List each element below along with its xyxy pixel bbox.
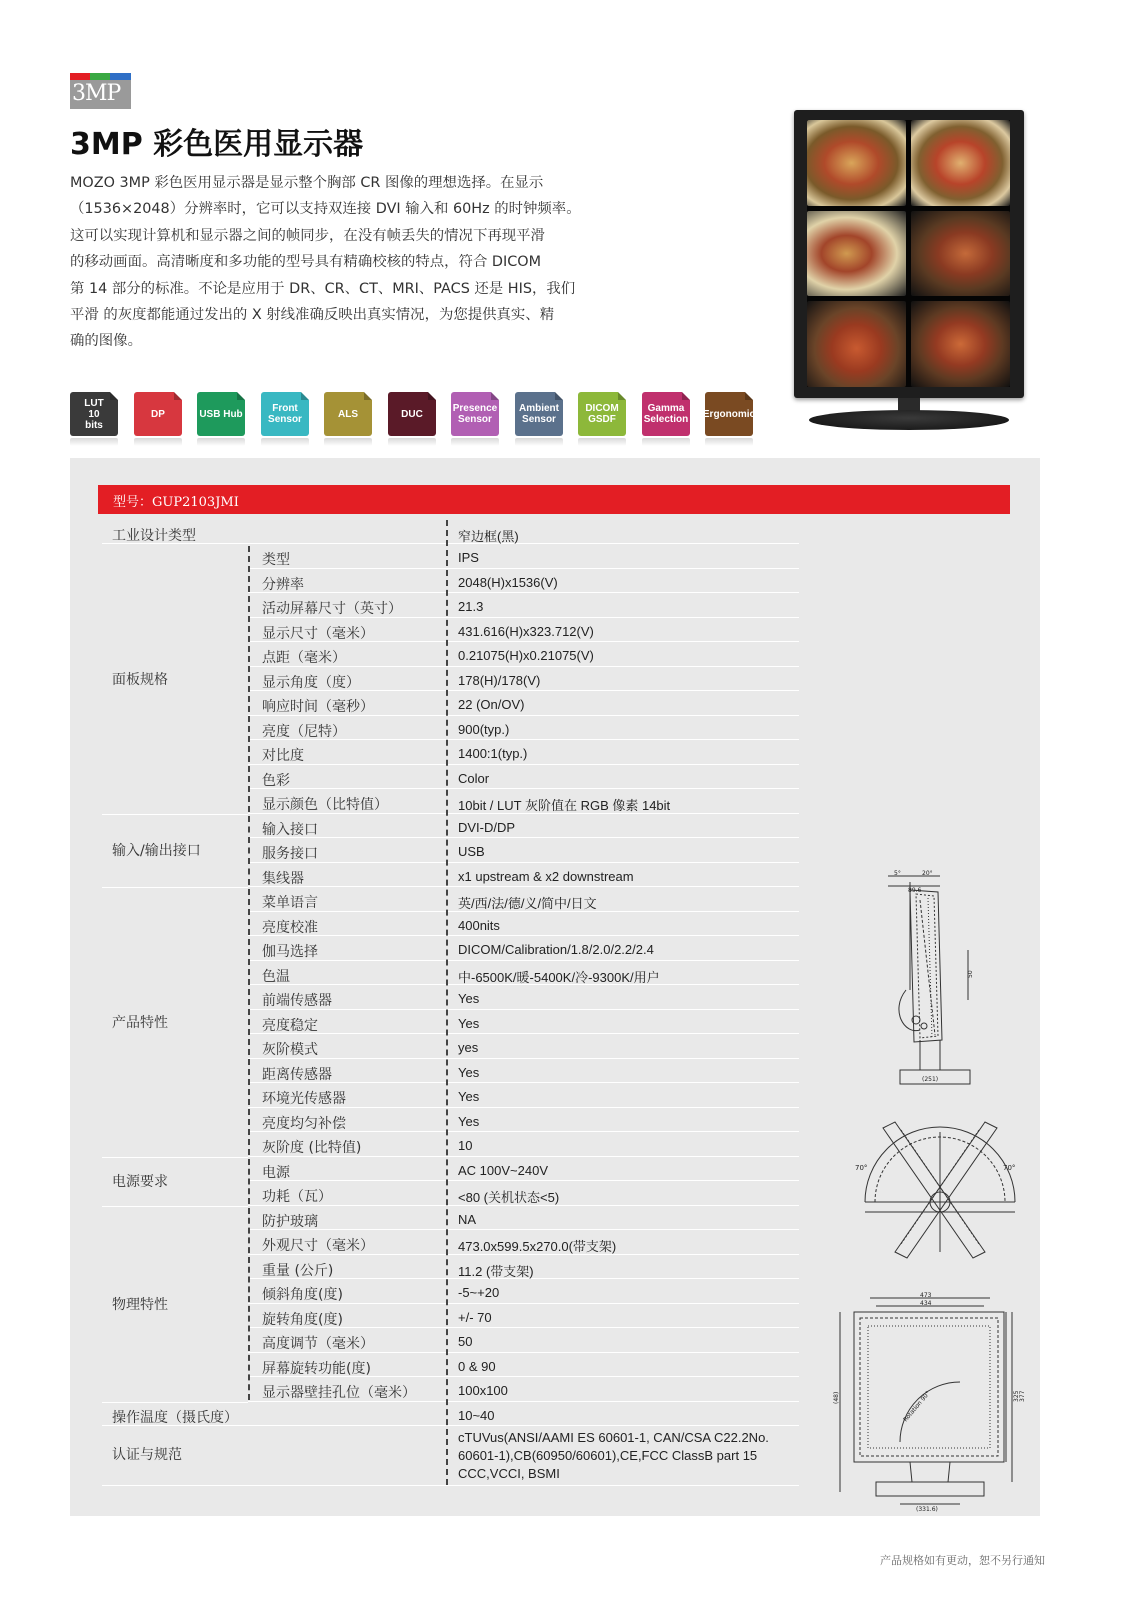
spec-row — [102, 1402, 799, 1427]
spec-value: 10 — [458, 1138, 473, 1153]
drawing-label: 325 — [1013, 1390, 1020, 1402]
intro-line: 确的图像。 — [70, 333, 142, 350]
row-divider — [102, 520, 799, 544]
side-view-drawing — [880, 870, 990, 1090]
spec-parameter: 重量 (公斤) — [262, 1262, 334, 1279]
spec-value: CCC,VCCI, BSMI — [458, 1466, 560, 1481]
group-divider-line — [248, 1159, 250, 1204]
drawing-label: 70° — [855, 1164, 868, 1172]
spec-value: USB — [458, 844, 485, 859]
badge-stripe-green — [90, 73, 110, 80]
spec-value: x1 upstream & x2 downstream — [458, 868, 634, 884]
feature-icon — [702, 392, 756, 436]
feature-icon-label: DICOM GSDF — [585, 403, 619, 425]
model-prefix: 型号： — [113, 495, 153, 510]
feature-icon-label: LUT 10 bits — [84, 397, 104, 431]
spec-parameter: 倾斜角度(度) — [262, 1287, 343, 1303]
spec-value: NA — [458, 1211, 477, 1227]
spec-value: 1400:1(typ.) — [458, 746, 528, 761]
spec-value: yes — [458, 1040, 479, 1055]
spec-group — [102, 1157, 248, 1207]
spec-group — [102, 814, 248, 889]
spec-value: 400nits — [458, 917, 500, 933]
spec-parameter: 高度调节（毫米） — [262, 1336, 374, 1352]
badge-text: 3MP — [72, 81, 121, 106]
drawing-label: 20° — [922, 870, 933, 877]
spec-parameter: 灰阶度 (比特值) — [262, 1140, 362, 1156]
ct-scan-image — [911, 120, 1010, 206]
feature-icons — [70, 392, 770, 452]
spec-value: 473.0x599.5x270.0(带支架) — [458, 1239, 617, 1254]
front-view-drawing — [833, 1292, 1026, 1513]
page-title: 3MP 彩色医用显示器 — [70, 127, 364, 162]
value-divider-line — [446, 520, 448, 1485]
monitor-bezel — [794, 110, 1024, 398]
drawing-label: 434 — [920, 1300, 932, 1307]
spec-value: Yes — [458, 1064, 480, 1080]
ct-scan-image — [911, 301, 1010, 387]
spec-value: 10bit / LUT 灰阶值在 RGB 像素 14bit — [458, 798, 671, 813]
corner-fold — [491, 392, 499, 400]
3mp-badge — [70, 73, 131, 109]
model-code: GUP2103JMI — [152, 495, 239, 510]
spec-value: 178(H)/178(V) — [458, 672, 541, 688]
drawing-label: Rotation 90° — [902, 1389, 932, 1424]
feature-icon — [324, 392, 372, 436]
group-divider-line — [248, 889, 250, 1155]
feature-icon — [388, 392, 436, 436]
spec-value: 0.21075(H)x0.21075(V) — [458, 648, 594, 663]
corner-fold — [364, 392, 372, 400]
feature-icon-label: Gamma Selection — [643, 403, 689, 425]
spec-parameter: 电源 — [262, 1164, 290, 1181]
drawing-label: 89.6 — [908, 887, 922, 894]
spec-parameter: 屏幕旋转功能(度) — [262, 1360, 371, 1377]
spec-value: 60601-1),CB(60950/60601),CE,FCC ClassB part 15 — [458, 1448, 758, 1463]
spec-value: <80 (关机状态<5) — [458, 1190, 560, 1205]
spec-parameter: 亮度稳定 — [262, 1017, 318, 1034]
spec-parameter: 距离传感器 — [262, 1066, 332, 1083]
intro-paragraph — [70, 170, 640, 355]
spec-value: 中-6500K/暖-5400K/冷-9300K/用户 — [458, 969, 660, 985]
spec-parameter: 显示器壁挂孔位（毫米） — [262, 1385, 416, 1401]
intro-line: 的移动画面。高清晰度和多功能的型号具有精确校核的特点，符合 DICOM — [70, 254, 542, 271]
feature-icon-label: ALS — [338, 408, 358, 420]
ct-scan-image — [807, 301, 906, 387]
spec-value: 0 & 90 — [458, 1358, 496, 1374]
spec-value: 21.3 — [458, 599, 484, 614]
ct-scan-image — [807, 120, 906, 206]
spec-parameter: 输入接口 — [262, 821, 318, 838]
intro-line: 平滑 的灰度都能通过发出的 X 射线准确反映出真实情况，为您提供真实、精 — [70, 307, 555, 324]
spec-parameter: 集线器 — [262, 870, 304, 887]
spec-parameter: 分辨率 — [262, 576, 304, 593]
feature-icon-label: DUC — [401, 408, 423, 420]
model-label — [113, 491, 239, 510]
row-divider — [248, 814, 799, 839]
spec-value: +/- 70 — [458, 1309, 492, 1325]
spec-category: 电源要求 — [112, 1174, 168, 1190]
spec-parameter: 菜单语言 — [262, 895, 318, 911]
ct-scan-image — [911, 211, 1010, 297]
row-divider — [248, 912, 799, 937]
spec-parameter: 点距（毫米） — [262, 650, 346, 666]
spec-parameter: 显示尺寸（毫米） — [262, 625, 374, 642]
spec-category: 输入/输出接口 — [112, 843, 201, 860]
feature-icon — [578, 392, 626, 436]
spec-parameter: 色温 — [262, 968, 290, 985]
spec-value: Color — [458, 770, 490, 786]
group-divider-line — [248, 816, 250, 886]
spec-value: 11.2 (带支架) — [458, 1263, 534, 1279]
feature-icon-label: Ergonomic — [702, 408, 756, 420]
spec-value: Yes — [458, 1089, 480, 1104]
feature-icon-label: DP — [151, 408, 165, 420]
feature-icon — [515, 392, 563, 436]
spec-parameter: 前端传感器 — [262, 993, 332, 1009]
monitor-product-image — [794, 110, 1024, 440]
badge-stripe-red — [70, 73, 90, 80]
footer-note: 产品规格如有更动，恕不另行通知 — [880, 1554, 1045, 1567]
corner-fold — [237, 392, 245, 400]
intro-line: MOZO 3MP 彩色医用显示器是显示整个胸部 CR 图像的理想选择。在显示 — [70, 175, 544, 191]
spec-row — [102, 520, 799, 544]
drawing-label: 5° — [894, 870, 901, 877]
spec-value: 100x100 — [458, 1383, 508, 1398]
spec-parameter: 亮度校准 — [262, 919, 318, 936]
spec-value: Yes — [458, 1015, 480, 1031]
intro-line: 这可以实现计算机和显示器之间的帧同步，在没有帧丢失的情况下再现平滑 — [70, 227, 545, 244]
feature-icon-label: Front Sensor — [268, 403, 302, 425]
spec-parameter: 类型 — [262, 552, 290, 568]
spec-parameter: 色彩 — [262, 772, 290, 789]
corner-fold — [110, 392, 118, 400]
spec-value: IPS — [458, 550, 479, 565]
feature-icon — [197, 392, 245, 436]
spec-row — [102, 1426, 799, 1486]
feature-icon-label: Ambient Sensor — [519, 403, 559, 425]
spec-parameter: 活动屏幕尺寸（英寸） — [262, 601, 402, 617]
monitor-stand — [809, 410, 1009, 430]
spec-group — [102, 1206, 248, 1403]
spec-value: AC 100V~240V — [458, 1162, 548, 1178]
feature-icon — [70, 392, 118, 436]
spec-category: 工业设计类型 — [112, 528, 196, 544]
spec-parameter: 响应时间（毫秒） — [262, 699, 374, 715]
drawing-label: (48) — [833, 1391, 840, 1404]
feature-icon — [134, 392, 182, 436]
spec-group — [102, 544, 248, 815]
spec-parameter: 亮度（尼特） — [262, 723, 346, 740]
spec-parameter: 伽马选择 — [262, 944, 318, 960]
monitor-screen — [807, 120, 1010, 387]
spec-value: DVI-D/DP — [458, 819, 516, 835]
drawing-label: 50 — [967, 970, 974, 978]
spec-parameter: 功耗（瓦） — [262, 1189, 332, 1205]
spec-parameter: 防护玻璃 — [262, 1213, 318, 1230]
spec-value: 50 — [458, 1334, 473, 1349]
corner-fold — [682, 392, 690, 400]
row-divider — [248, 544, 799, 569]
spec-parameter: 旋转角度(度) — [262, 1311, 343, 1328]
spec-parameter: 显示颜色（比特值） — [262, 797, 388, 813]
spec-parameter: 亮度均匀补偿 — [262, 1115, 346, 1132]
intro-line: 第 14 部分的标准。不论是应用于 DR、CR、CT、MRI、PACS 还是 HIS，我们 — [70, 280, 576, 297]
badge-stripe-blue — [110, 73, 131, 80]
intro-line: （1536×2048）分辨率时，它可以支持双连接 DVI 输入和 60Hz 的时钟频率。 — [70, 201, 581, 218]
spec-value: 431.616(H)x323.712(V) — [458, 623, 594, 639]
spec-value: 2048(H)x1536(V) — [458, 574, 558, 590]
feature-icon-label: USB Hub — [199, 408, 243, 420]
feature-icon — [451, 392, 499, 436]
spec-category: 操作温度（摄氏度） — [112, 1409, 238, 1426]
spec-parameter: 环境光传感器 — [262, 1091, 346, 1107]
spec-parameter: 服务接口 — [262, 846, 318, 862]
spec-value: 窄边框(黑) — [458, 529, 519, 544]
group-divider-line — [248, 546, 250, 812]
ct-scan-image — [807, 211, 906, 297]
spec-value: -5~+20 — [458, 1285, 500, 1300]
corner-fold — [745, 392, 753, 400]
spec-value: Yes — [458, 991, 480, 1006]
corner-fold — [301, 392, 309, 400]
group-divider-line — [248, 1208, 250, 1400]
corner-fold — [555, 392, 563, 400]
row-divider — [248, 1034, 799, 1059]
drawing-label: 377 — [1019, 1390, 1026, 1402]
row-divider — [248, 765, 799, 790]
drawing-label: (331.6) — [916, 1506, 938, 1513]
spec-category: 面板规格 — [112, 671, 168, 688]
spec-group — [102, 887, 248, 1158]
spec-value: 10~40 — [458, 1407, 495, 1423]
corner-fold — [618, 392, 626, 400]
spec-value: DICOM/Calibration/1.8/2.0/2.2/2.4 — [458, 942, 654, 957]
spec-parameter: 对比度 — [262, 748, 304, 764]
row-divider — [248, 1010, 799, 1035]
drawing-label: 473 — [920, 1292, 932, 1299]
spec-value: Yes — [458, 1113, 480, 1129]
feature-icon — [642, 392, 690, 436]
drawing-label: 70° — [1003, 1164, 1016, 1172]
spec-category: 认证与规范 — [112, 1447, 182, 1463]
corner-fold — [174, 392, 182, 400]
row-divider — [248, 838, 799, 863]
corner-fold — [428, 392, 436, 400]
spec-parameter: 外观尺寸（毫米） — [262, 1238, 374, 1254]
spec-value: 英/西/法/德/义/简中/日文 — [458, 896, 597, 911]
feature-icon-label: Presence Sensor — [452, 403, 498, 425]
spec-category: 物理特性 — [112, 1296, 168, 1313]
spec-value: 900(typ.) — [458, 721, 510, 737]
spec-parameter: 显示角度（度） — [262, 674, 360, 691]
drawing-label: (251) — [922, 1076, 939, 1083]
spec-parameter: 灰阶模式 — [262, 1042, 318, 1058]
feature-icon — [261, 392, 309, 436]
row-divider — [248, 1206, 799, 1231]
spec-value: 22 (On/OV) — [458, 697, 525, 712]
spec-value: cTUVus(ANSI/AAMI ES 60601-1, CAN/CSA C22.2No. — [458, 1430, 769, 1445]
spec-category: 产品特性 — [112, 1014, 168, 1031]
swivel-view-drawing — [855, 1112, 1025, 1262]
